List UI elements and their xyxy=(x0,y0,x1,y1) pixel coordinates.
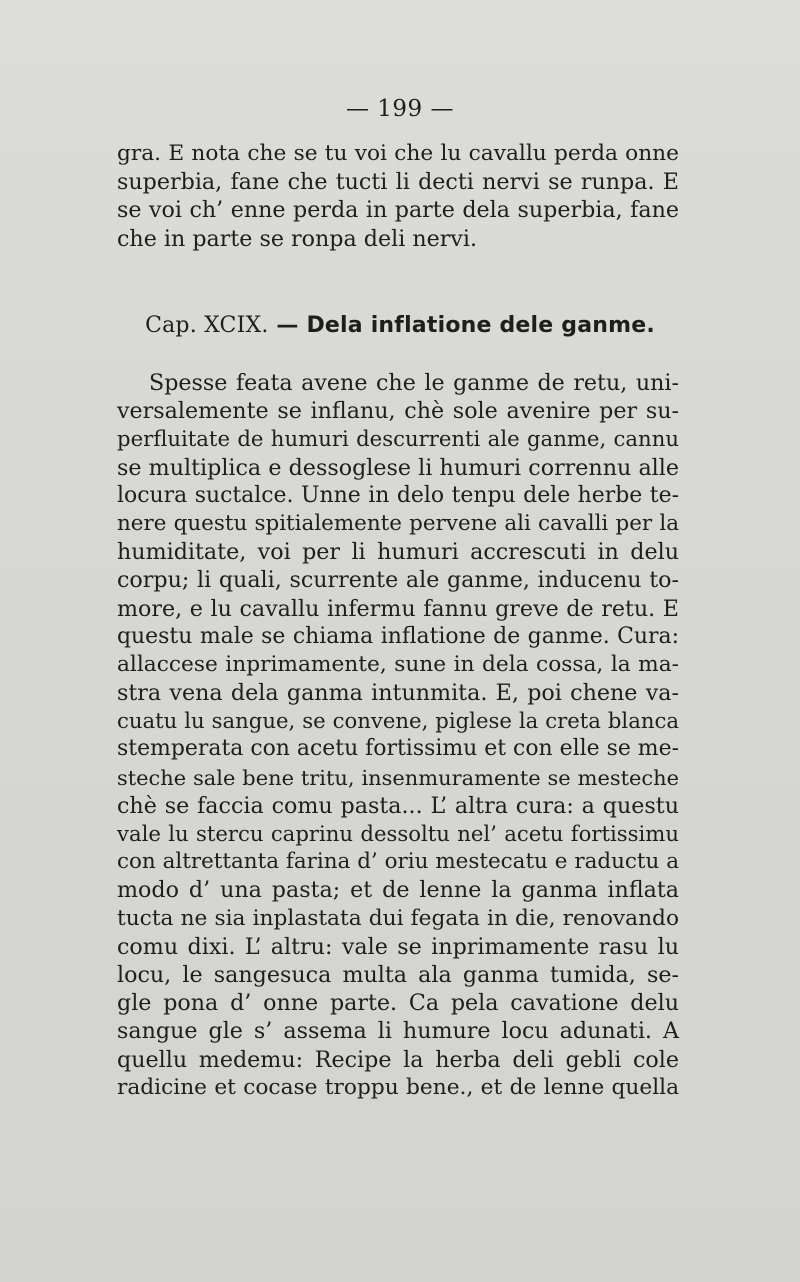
text-line: se voi ch’ enne perda in parte dela superbia, fane xyxy=(117,197,679,224)
text-line: humiditate, voi per li humuri accrescuti in delu xyxy=(117,539,679,566)
text-line: gle pona d’ onne parte. Ca pela cavatione delu xyxy=(117,990,679,1017)
text-line: sangue gle s’ assema li humure locu adunati. A xyxy=(117,1018,679,1045)
text-line: steche sale bene tritu, insenmuramente se mesteche xyxy=(117,765,679,790)
text-line: stra vena dela ganma intunmita. E, poi chene va- xyxy=(117,680,679,707)
text-line: Spesse feata avene che le ganme de retu, uni- xyxy=(149,370,679,396)
text-line: corpu; li quali, scurrente ale ganme, inducenu to- xyxy=(117,567,679,594)
text-line: more, e lu cavallu infermu fannu greve de retu. E xyxy=(117,595,679,622)
page-number: — 199 — xyxy=(345,96,455,122)
text-line: nere questu spitialemente pervene ali cavalli per la xyxy=(117,510,679,536)
text-line: locura suctalce. Unne in delo tenpu dele herbe te- xyxy=(117,482,679,508)
text-line: allaccese inprimamente, sune in dela cossa, la ma- xyxy=(117,651,679,677)
text-line: radicine et cocase troppu bene., et de lenne quella xyxy=(117,1074,679,1100)
text-line: quellu medemu: Recipe la herba deli gebli cole xyxy=(117,1046,679,1073)
text-line: con altrettanta farina d’ oriu mestecatu e raductu a xyxy=(117,849,679,875)
text-line: cuatu lu sangue, se convene, piglese la creta blanca xyxy=(117,708,679,734)
text-line: chè se faccia comu pasta... L’ altra cura: a questu xyxy=(117,792,679,819)
chapter-title: — Dela inflatione dele ganme. xyxy=(276,313,655,338)
paragraph-chapter-body xyxy=(117,369,679,1102)
text-line: comu dixi. L’ altru: vale se inprimamente rasu lu xyxy=(117,933,679,960)
text-line: gra. E nota che se tu voi che lu cavallu perda onne xyxy=(117,141,679,166)
chapter-heading xyxy=(0,313,800,338)
text-line: versalemente se inflanu, chè sole avenire per su- xyxy=(117,398,679,425)
text-line: stemperata con acetu fortissimu et con elle se me- xyxy=(117,736,680,762)
text-line: se multiplica e dessoglese li humuri corrennu alle xyxy=(117,454,679,481)
text-line: modo d’ una pasta; et de lenne la ganma inflata xyxy=(117,877,679,904)
text-line: locu, le sangesuca multa ala ganma tumida, se- xyxy=(117,961,679,988)
text-line: che in parte se ronpa deli nervi. xyxy=(117,225,478,252)
text-line: tucta ne sia inplastata dui fegata in die, renovando xyxy=(117,905,679,931)
text-line: superbia, fane che tucti li decti nervi se runpa. E xyxy=(117,169,679,196)
text-line: vale lu stercu caprinu dessoltu nel’ acetu fortissimu xyxy=(117,821,679,846)
paragraph-continuation xyxy=(117,140,679,253)
text-line: perfluitate de humuri descurrenti ale ganme, cannu xyxy=(117,426,679,452)
chapter-number: Cap. XCIX. xyxy=(145,313,269,338)
text-line: questu male se chiama inflatione de ganme. Cura: xyxy=(117,623,679,649)
